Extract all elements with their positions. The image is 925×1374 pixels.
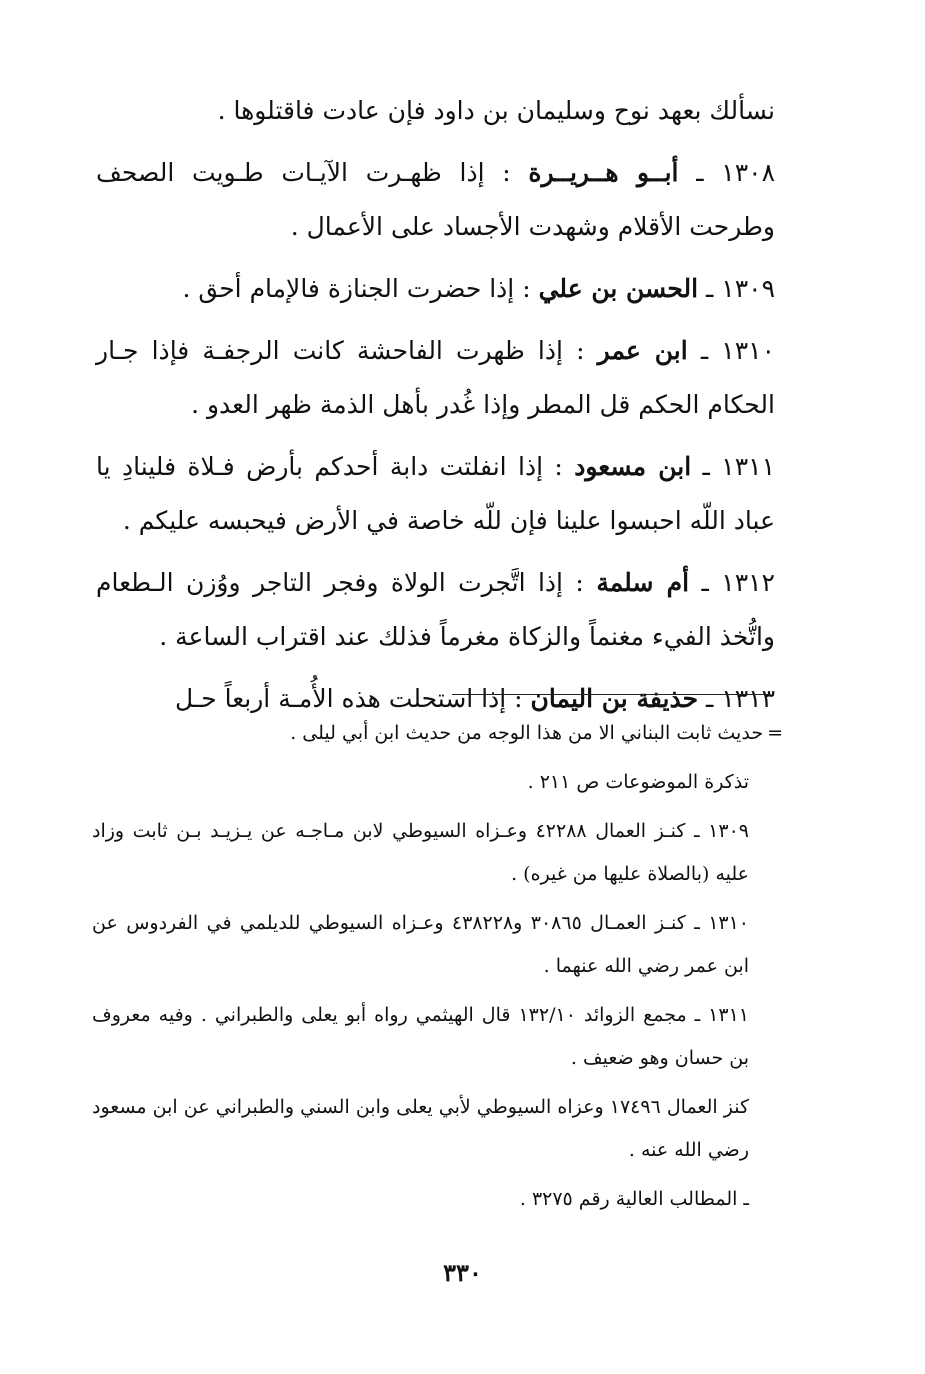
- hadith-entry-1312: [96, 556, 775, 664]
- footnote-1310: ١٣١٠ ـ كنـز العمـال ٣٠٨٦٥ و٤٣٨٢٢٨ وعـزاه السيوطي للديلمي في الفردوس عن ابن عمر رضي الله عنهما .: [92, 912, 750, 977]
- main-text: [96, 84, 775, 734]
- entry-text: : إذا ظهـرت الآيـات طـويت الصحف وطرحت الأقلام وشهدت الأجساد على الأعمال .: [96, 158, 775, 241]
- narrator-name: حذيفة بن اليمان: [530, 684, 699, 713]
- continuation-paragraph: نسألك بعهد نوح وسليمان بن داود فإن عادت فاقتلوها .: [217, 96, 775, 125]
- hadith-entry-1309: [96, 262, 775, 316]
- entry-text: : إذا ظهرت الفاحشة كانت الرجفـة فإذا جـار الحكام الحكم قل المطر وإذا غُدر بأهل الذمة ظهر العدو .: [96, 336, 775, 419]
- entry-number: ١٣١٢ ـ: [701, 568, 775, 597]
- narrator-name: أبــو هــريــرة: [528, 158, 679, 187]
- entry-number: ١٣١١ ـ: [702, 452, 775, 481]
- hadith-entry-1310: [96, 324, 775, 432]
- narrator-name: ابن عمر: [597, 336, 688, 365]
- footnote-divider: [452, 694, 770, 695]
- footnote-1311: ١٣١١ ـ مجمع الزوائد ١٣٢/١٠ قال الهيثمي رواه أبو يعلى والطبراني . وفيه معروف بن حسان وهو ضعيف .: [92, 1004, 749, 1069]
- narrator-name: الحسن بن علي: [538, 274, 699, 303]
- footnotes: [92, 712, 783, 1227]
- entry-text: : إذا حضرت الجنازة فالإمام أحق .: [182, 274, 531, 303]
- footnote-1309: ١٣٠٩ ـ كنـز العمال ٤٢٢٨٨ وعـزاه السيوطي لابن مـاجـه عن يـزيـد بـن ثابت وزاد عليه (بالصلاة عليها من غيره) .: [92, 820, 749, 885]
- footnote-1311-kanz: كنز العمال ١٧٤٩٦ وعزاه السيوطي لأبي يعلى وابن السني والطبراني عن ابن مسعود رضي الله عنه .: [92, 1096, 749, 1161]
- entry-text: : إذا استحلت هذه الأُمـة أربعاً حـل: [174, 684, 523, 713]
- narrator-name: ابن مسعود: [574, 452, 692, 481]
- continuation-mark: =: [767, 722, 783, 744]
- footnote-1311-matalib: ـ المطالب العالية رقم ٣٢٧٥ .: [519, 1188, 749, 1210]
- hadith-entry-1311: [96, 440, 775, 548]
- page-number: ٣٣٠: [443, 1258, 482, 1287]
- entry-number: ١٣٠٩ ـ: [706, 274, 775, 303]
- entry-text: : إذا اتَّجرت الولاة وفجر التاجر ووُزن الـطعام واتُّخذ الفيء مغنماً والزكاة مغرماً فذلك عند اقتراب الساعة .: [96, 568, 775, 651]
- footnote-continuation: [92, 712, 783, 755]
- narrator-name: أم سلمة: [596, 568, 690, 597]
- footnote-text: حديث ثابت البناني الا من هذا الوجه من حديث ابن أبي ليلى .: [290, 722, 764, 744]
- entry-number: ١٣١٣ ـ: [706, 684, 775, 713]
- entry-number: ١٣١٠ ـ: [700, 336, 775, 365]
- hadith-entry-1308: [96, 146, 775, 254]
- footnote-reference: تذكرة الموضوعات ص ٢١١ .: [527, 771, 749, 793]
- entry-number: ١٣٠٨ ـ: [696, 158, 776, 187]
- entry-text: : إذا انفلتت دابة أحدكم بأرض فـلاة فلينادِ يا عباد اللّه احبسوا علينا فإن للّه خاصة في الأرض فيحبسه عليكم .: [96, 452, 775, 535]
